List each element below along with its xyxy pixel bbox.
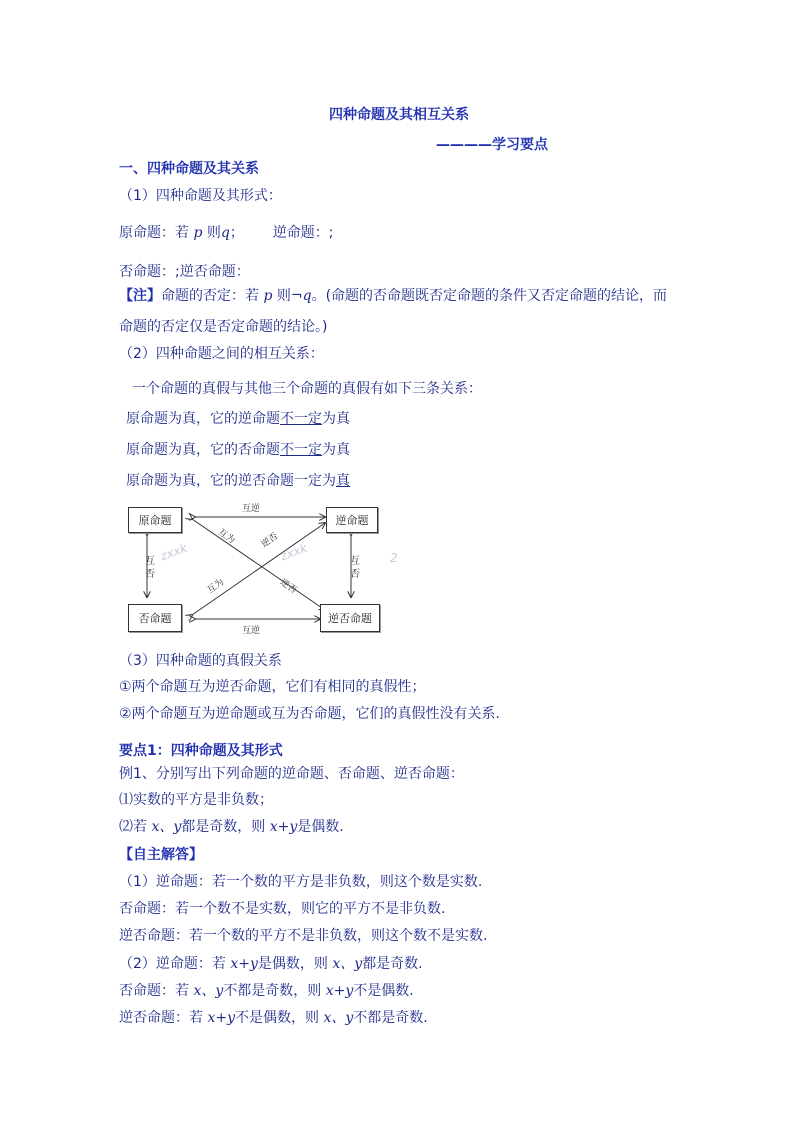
relation-1 — [126, 410, 350, 428]
example-1-item-2 — [119, 818, 344, 836]
box-contrapositive: 逆否命题 — [320, 604, 380, 632]
a21-a: （2）逆命题：若 — [119, 956, 226, 972]
inverse-line: 否命题：;逆否命题： — [119, 264, 250, 280]
relation-1-underline: 不一定 — [280, 411, 322, 427]
relation-2-text: 原命题为真，它的否命题 — [126, 442, 280, 458]
answer-2-converse — [119, 955, 423, 973]
note-then: 则 — [276, 288, 291, 304]
paragraph-relations: （2）四种命题之间的相互关系： — [119, 346, 324, 362]
point-heading-1: 要点1：四种命题及其形式 — [119, 743, 283, 759]
four-propositions-diagram — [120, 497, 398, 639]
note-prefix: 命题的否定：若 — [161, 288, 259, 304]
original-proposition-line — [119, 224, 333, 242]
a23-e: 不都是奇数. — [353, 1010, 428, 1026]
label-diag-1: 互为 — [215, 527, 237, 546]
a22-b: x、y — [193, 983, 224, 999]
relation-1-text: 原命题为真，它的逆命题 — [126, 411, 280, 427]
a22-e: 不是偶数. — [353, 983, 414, 999]
note-line-1 — [119, 287, 667, 305]
var-p: p — [193, 225, 203, 241]
note-line-2: 命题的否定仅是否定命题的结论。) — [119, 319, 328, 335]
watermark-1: zxxk — [158, 540, 190, 564]
a23-a: 逆否命题：若 — [119, 1010, 203, 1026]
box-inverse: 否命题 — [128, 604, 182, 632]
self-answer-label: 【自主解答】 — [119, 847, 203, 863]
watermark-2: zxxk — [278, 540, 310, 564]
watermark-3: 2 — [390, 551, 398, 565]
diagonal-arrow-1 — [192, 519, 325, 610]
answer-2-inverse — [119, 982, 414, 1000]
relation-2 — [126, 441, 350, 459]
example-1-item-1: ⑴实数的平方是非负数； — [119, 792, 273, 808]
note-label: 【注】 — [119, 288, 161, 304]
label-right-inverse: 互否 — [350, 556, 360, 580]
note-var-q: q — [302, 288, 312, 304]
relation-3 — [126, 472, 350, 490]
relation-intro: 一个命题的真假与其他三个命题的真假有如下三条关系： — [132, 381, 482, 397]
original-prefix: 原命题：若 — [119, 225, 189, 241]
ex-2-c: 都是奇数，则 — [181, 819, 266, 835]
a22-a: 否命题：若 — [119, 983, 189, 999]
answer-1-converse: （1）逆命题：若一个数的平方是非负数，则这个数是实数. — [119, 874, 483, 890]
ex-2-e: 是偶数. — [297, 819, 344, 835]
relation-2-underline: 不一定 — [280, 442, 322, 458]
a23-b: x+y — [207, 1010, 235, 1026]
box-converse: 逆命题 — [326, 507, 378, 533]
a21-c: 是偶数，则 — [257, 956, 328, 972]
relation-2-end: 为真 — [322, 442, 350, 458]
label-bottom-converse: 互逆 — [242, 626, 261, 636]
conclusion-1: ①两个命题互为逆否命题，它们有相同的真假性； — [119, 679, 426, 695]
label-diag-3: 互为 — [205, 577, 227, 596]
a21-d: x、y — [332, 956, 363, 972]
var-q: q — [220, 225, 230, 241]
neg-symbol: ¬ — [290, 288, 303, 304]
relation-3-text: 原命题为真，它的逆否命题一定为 — [126, 473, 336, 489]
page-subtitle: ————学习要点 — [436, 137, 548, 153]
a23-c: 不是偶数，则 — [235, 1010, 319, 1026]
a21-e: 都是奇数. — [362, 956, 423, 972]
note-end: 。(命题的否命题既否定命题的条件又否定命题的结论，而 — [311, 288, 668, 304]
ex-2-sum: x+y — [269, 819, 298, 835]
note-var-p: p — [263, 288, 273, 304]
example-1: 例1、分别写出下列命题的逆命题、否命题、逆否命题： — [119, 766, 464, 782]
label-left-inverse: 互否 — [145, 556, 155, 580]
box-original: 原命题 — [128, 507, 182, 533]
relation-1-end: 为真 — [322, 411, 350, 427]
paragraph-truth: （3）四种命题的真假关系 — [119, 653, 282, 669]
page-title: 四种命题及其相互关系 — [329, 107, 469, 123]
section-heading-1: 一、四种命题及其关系 — [119, 161, 259, 177]
original-then: 则 — [206, 225, 221, 241]
paragraph-forms: （1）四种命题及其形式： — [119, 188, 282, 204]
label-diag-2: 逆否 — [259, 531, 281, 550]
a23-d: x、y — [323, 1010, 354, 1026]
answer-1-inverse: 否命题：若一个数不是实数，则它的平方不是非负数. — [119, 901, 446, 917]
ex-2-a: ⑵若 — [119, 819, 147, 835]
label-top-converse: 互逆 — [242, 504, 261, 514]
label-diag-4: 逆否 — [277, 577, 299, 596]
ex-2-vars: x、y — [151, 819, 182, 835]
answer-1-contrapositive: 逆否命题：若一个数的平方不是非负数，则这个数不是实数. — [119, 928, 488, 944]
a21-b: x+y — [230, 956, 258, 972]
a22-c: 不都是奇数，则 — [223, 983, 322, 999]
diagonal-arrow-2 — [192, 523, 325, 615]
a22-d: x+y — [325, 983, 354, 999]
converse-label: 逆命题：; — [272, 225, 334, 241]
original-end: ； — [229, 225, 244, 241]
conclusion-2: ②两个命题互为逆命题或互为否命题，它们的真假性没有关系. — [119, 706, 500, 722]
relation-3-underline: 真 — [336, 473, 350, 489]
answer-2-contrapositive — [119, 1009, 428, 1027]
